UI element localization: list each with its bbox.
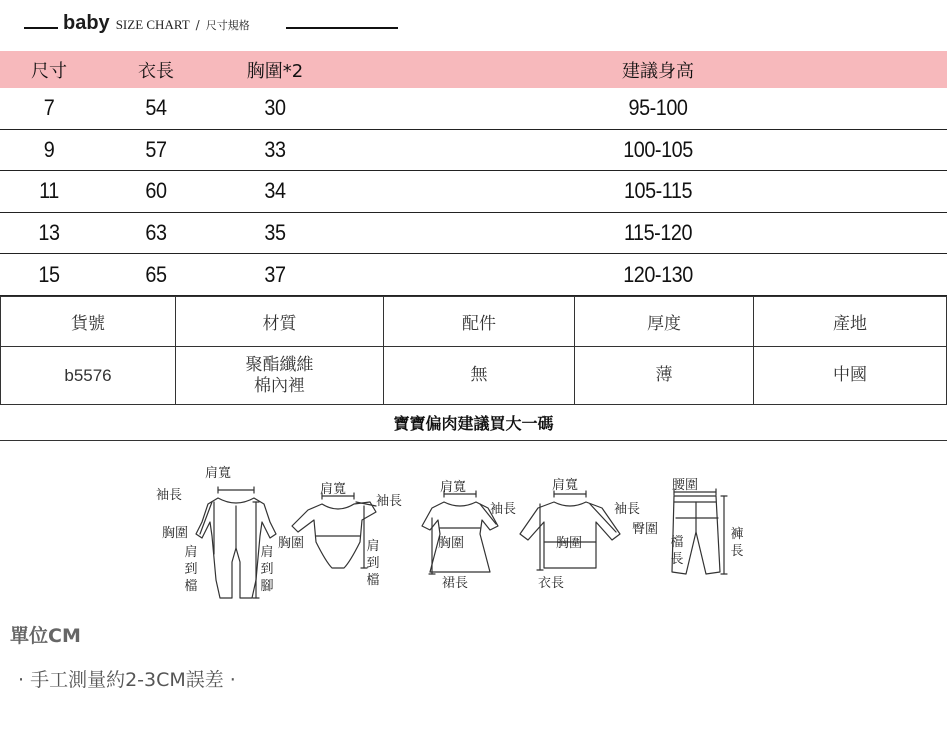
- romper-shoulder-foot-label: 肩到腳: [260, 545, 274, 594]
- header-subtitle-zh: 尺寸規格: [205, 19, 250, 32]
- header-title: [63, 12, 250, 35]
- romper-shoulder-crotch-label: 肩到檔: [184, 545, 198, 594]
- info-value-row: [1, 347, 947, 405]
- dress-sleeve-label: 袖長: [490, 502, 517, 517]
- header-separator: /: [195, 18, 200, 32]
- material-line-2: 棉內裡: [254, 375, 305, 396]
- product-info-table: [0, 296, 947, 405]
- bodysuit-sketch: [292, 493, 376, 568]
- col-header-size: 尺寸: [31, 60, 67, 82]
- cell-chest: 30: [264, 95, 286, 121]
- dress-shoulder-label: 肩寬: [440, 480, 467, 495]
- material-line-1: 聚酯纖維: [245, 354, 314, 375]
- cell-chest: 35: [264, 220, 286, 246]
- bodysuit-chest-label: 胸圍: [278, 536, 305, 551]
- cell-height: 100-105: [623, 136, 693, 162]
- chart-header: [0, 8, 947, 44]
- header-rule-left: [24, 27, 58, 29]
- dress-sketch: [422, 491, 498, 574]
- info-header-code: 貨號: [1, 297, 176, 347]
- cell-chest: 33: [264, 136, 286, 162]
- table-row: [0, 213, 947, 255]
- measurement-disclaimer: · 手工測量約2-3CM誤差 ·: [18, 669, 236, 691]
- cell-size: 15: [38, 261, 60, 287]
- cell-size: 7: [43, 95, 55, 121]
- info-header-material: 材質: [176, 297, 384, 347]
- pants-crotch-label: 檔長: [670, 535, 684, 567]
- info-header-thickness: 厚度: [575, 297, 754, 347]
- cell-length: 65: [145, 261, 167, 287]
- col-header-length: 衣長: [138, 60, 174, 82]
- top-sketch: [520, 491, 620, 570]
- romper-shoulder-label: 肩寬: [205, 466, 232, 481]
- top-shoulder-label: 肩寬: [552, 478, 579, 493]
- romper-chest-label: 胸圍: [162, 526, 189, 541]
- bodysuit-shoulder-label: 肩寬: [320, 482, 347, 497]
- cell-height: 120-130: [623, 261, 693, 287]
- info-value-origin: 中國: [754, 347, 947, 405]
- cell-height: 105-115: [623, 178, 693, 204]
- romper-sleeve-label: 袖長: [156, 488, 183, 503]
- size-table: [0, 51, 947, 296]
- table-row: [0, 171, 947, 213]
- unit-label: 單位CM: [10, 625, 81, 647]
- dress-chest-label: 胸圍: [438, 536, 465, 551]
- info-header-accessory: 配件: [384, 297, 575, 347]
- cell-length: 57: [145, 136, 167, 162]
- info-header-row: [1, 297, 947, 347]
- cell-length: 54: [145, 95, 167, 121]
- bodysuit-shoulder-crotch-label: 肩到檔: [366, 539, 380, 588]
- top-chest-label: 胸圍: [556, 536, 583, 551]
- size-table-header: [0, 51, 947, 88]
- cell-size: 11: [39, 178, 59, 204]
- top-sleeve-label: 袖長: [614, 502, 641, 517]
- pants-length-label: 褲長: [730, 527, 744, 559]
- cell-chest: 37: [264, 261, 286, 287]
- cell-chest: 34: [264, 178, 286, 204]
- header-subtitle: SIZE CHART: [115, 17, 190, 32]
- table-row: [0, 254, 947, 296]
- cell-height: 95-100: [628, 95, 688, 121]
- cell-length: 63: [145, 220, 167, 246]
- bodysuit-sleeve-label: 袖長: [376, 494, 403, 509]
- pants-waist-label: 腰圍: [672, 478, 699, 493]
- dress-skirt-label: 裙長: [442, 576, 469, 591]
- info-value-code: b5576: [1, 347, 176, 405]
- info-value-thickness: 薄: [575, 347, 754, 405]
- brand-name: baby: [63, 12, 110, 34]
- cell-length: 60: [145, 178, 167, 204]
- info-header-origin: 產地: [754, 297, 947, 347]
- cell-height: 115-120: [623, 220, 693, 246]
- col-header-height: 建議身高: [622, 60, 694, 82]
- cell-size: 9: [43, 136, 55, 162]
- table-row: [0, 130, 947, 172]
- top-length-label: 衣長: [538, 576, 565, 591]
- info-value-accessory: 無: [384, 347, 575, 405]
- cell-size: 13: [38, 220, 60, 246]
- col-header-chest: 胸圍*2: [246, 60, 304, 82]
- measurement-diagrams: [140, 462, 750, 612]
- pants-hip-label: 臀圍: [632, 522, 659, 537]
- sizing-note: 寶寶偏肉建議買大一碼: [0, 404, 947, 441]
- header-rule-right: [286, 27, 398, 29]
- table-row: [0, 88, 947, 130]
- info-value-material: [176, 347, 384, 405]
